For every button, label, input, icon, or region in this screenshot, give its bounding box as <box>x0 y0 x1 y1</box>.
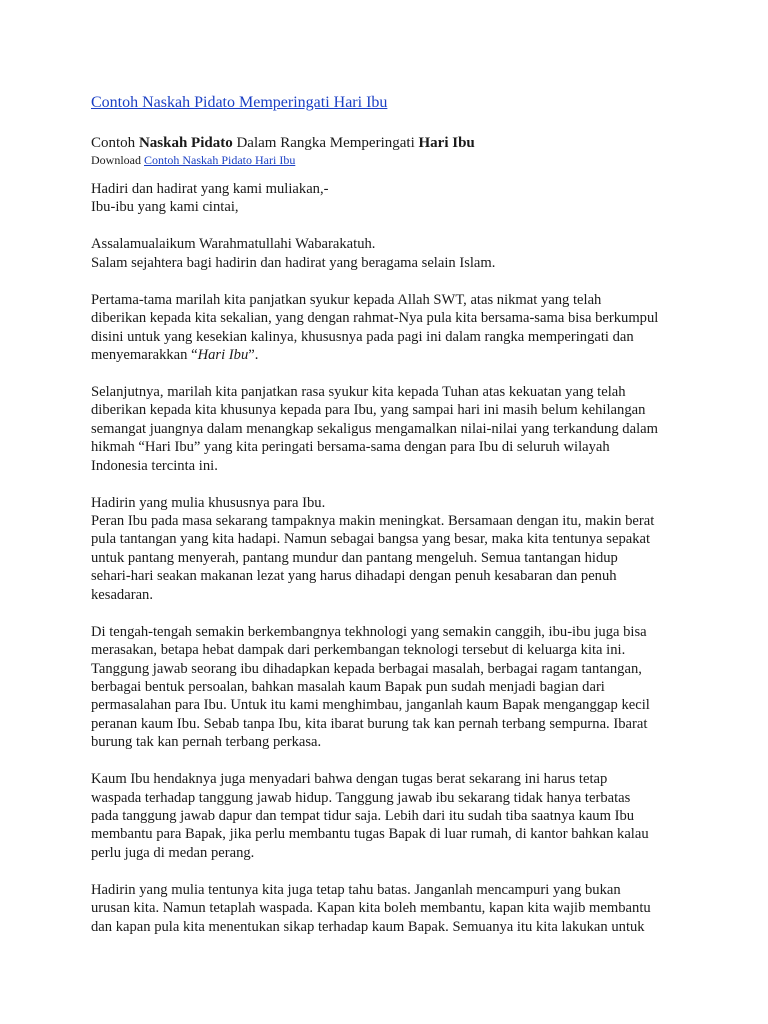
paragraph-line: Peran Ibu pada masa sekarang tampaknya makin meningkat. Bersamaan dengan itu, makin berat <box>91 513 655 530</box>
paragraph-line: Hadirin yang mulia tentunya kita juga tetap tahu batas. Janganlah mencampuri yang bukan <box>91 881 621 898</box>
paragraph <box>91 383 681 475</box>
paragraph-line: merasakan, betapa hebat dampak dari perkembangan teknologi tersebut di keluarga kita ini. <box>91 642 626 659</box>
paragraph <box>91 770 681 862</box>
paragraph-line: disini untuk yang kesekian kalinya, khususnya pada pagi ini dalam rangka memperingati dan <box>91 328 634 345</box>
subtitle <box>91 134 681 153</box>
paragraph-line: berbagai bentuk persoalan, bahkan masalah kaum Bapak pun sudah menjadi bagian dari <box>91 678 605 695</box>
paragraph <box>91 235 681 272</box>
paragraph <box>91 494 681 604</box>
paragraph-line: semangat juangnya dalam menangkap sekaligus mengamalkan nilai-nilai yang terkandung dalam <box>91 420 658 437</box>
paragraph-line: diberikan kepada kita sekalian, yang dengan rahmat-Nya pula kita bersama-sama bisa berkumpul <box>91 310 659 327</box>
paragraph-line: untuk pantang menyerah, pantang mundur dan pantang mengeluh. Semua tantangan hidup <box>91 549 618 566</box>
paragraph <box>91 291 681 365</box>
paragraph-line: diberikan kepada kita khusunya kepada para Ibu, yang sampai hari ini masih belum kehilangan <box>91 402 646 419</box>
paragraph-line: Tanggung jawab seorang ibu dihadapkan kepada berbagai masalah, berbagai ragam tantangan, <box>91 660 642 677</box>
subtitle-bold-2: Hari Ibu <box>418 135 475 151</box>
download-line <box>91 153 681 168</box>
italic-text: Hari Ibu <box>197 347 249 364</box>
paragraph-line: urusan kita. Namun tetaplah waspada. Kapan kita boleh membantu, kapan kita wajib membantu <box>91 900 651 917</box>
paragraph-line: Hadiri dan hadirat yang kami muliakan,- <box>91 181 329 197</box>
speech-body <box>91 180 681 936</box>
paragraph <box>91 180 681 217</box>
paragraph-line: waspada terhadap tanggung jawab hidup. Tanggung jawab ibu sekarang tidak hanya terbatas <box>91 789 631 806</box>
paragraph-line: kesadaran. <box>91 586 153 603</box>
paragraph-line: Indonesia tercinta ini. <box>91 457 218 474</box>
paragraph-line: Selanjutnya, marilah kita panjatkan rasa syukur kita kepada Tuhan atas kekuatan yang telah <box>91 384 626 401</box>
paragraph-line: Assalamualaikum Warahmatullahi Wabarakatuh. <box>91 236 376 253</box>
paragraph-line: burung tak kan pernah terbang perkasa. <box>91 734 322 751</box>
download-prefix: Download <box>91 153 144 167</box>
paragraph-line: Salam sejahtera bagi hadirin dan hadirat yang beragama selain Islam. <box>91 254 496 271</box>
document-page <box>91 93 681 955</box>
paragraph-line: pada tanggung jawab dapur dan tempat tidur saja. Lebih dari itu sudah tiba saatnya kaum Ibu <box>91 807 635 824</box>
line-text: menyemarakkan “ <box>91 347 198 364</box>
paragraph-line: sehari-hari seakan makanan lezat yang harus dihadapi dengan penuh kesabaran dan penuh <box>91 568 617 585</box>
line-text: ”. <box>248 347 259 364</box>
paragraph-line: dan kapan pula kita menentukan sikap terhadap kaum Bapak. Semuanya itu kita lakukan untuk <box>91 918 645 935</box>
paragraph-line <box>91 346 681 364</box>
paragraph <box>91 881 681 936</box>
paragraph-line: Ibu-ibu yang kami cintai, <box>91 199 239 216</box>
paragraph-line: Kaum Ibu hendaknya juga menyadari bahwa dengan tugas berat sekarang ini harus tetap <box>91 771 608 788</box>
subtitle-text-2: Dalam Rangka Memperingati <box>232 135 419 151</box>
paragraph-line: permasalahan para Ibu. Untuk itu kami menghimbau, janganlah kaum Bapak menganggap kecil <box>91 697 650 714</box>
subtitle-text-1: Contoh <box>91 135 139 151</box>
paragraph-line: pula tantangan yang kita hadapi. Namun sebagai bangsa yang besar, maka kita tentunya sepakat <box>91 531 651 548</box>
paragraph <box>91 623 681 752</box>
subtitle-bold-1: Naskah Pidato <box>138 135 233 151</box>
paragraph-line: hikmah “Hari Ibu” yang kita peringati bersama-sama dengan para Ibu di seluruh wilayah <box>91 439 610 456</box>
download-link[interactable]: Contoh Naskah Pidato Hari Ibu <box>144 153 296 167</box>
paragraph-line: peranan kaum Ibu. Sebab tanpa Ibu, kita ibarat burung tak kan pernah terbang sempurna. Ibarat <box>91 715 648 732</box>
page-title-link[interactable]: Contoh Naskah Pidato Memperingati Hari Ibu <box>91 94 388 111</box>
paragraph-line: Di tengah-tengah semakin berkembangnya tekhnologi yang semakin canggih, ibu-ibu juga bisa <box>91 623 647 640</box>
paragraph-line: Pertama-tama marilah kita panjatkan syukur kepada Allah SWT, atas nikmat yang telah <box>91 291 602 308</box>
paragraph-line: membantu para Bapak, jika perlu membantu tugas Bapak di luar rumah, di kantor bahkan kalau <box>91 826 649 843</box>
paragraph-line: perlu juga di medan perang. <box>91 844 255 861</box>
paragraph-line: Hadirin yang mulia khususnya para Ibu. <box>91 494 326 511</box>
